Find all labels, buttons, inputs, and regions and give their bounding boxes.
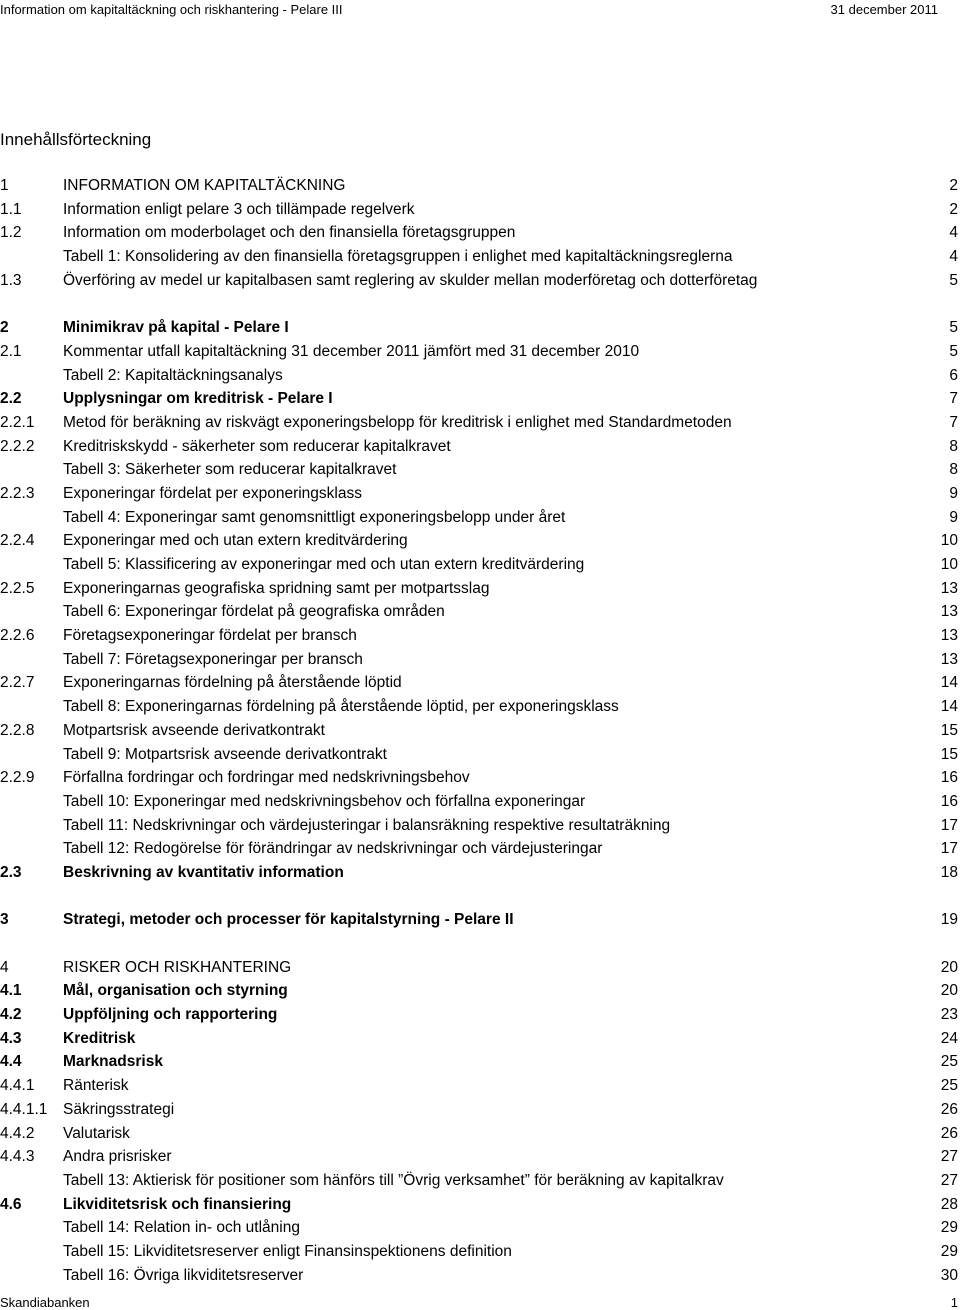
toc-entry-page: 29 [940,1219,958,1237]
toc-entry-page: 14 [940,698,958,716]
toc-entry-title: Mål, organisation och styrning [63,982,288,1000]
toc-entry-title: Beskrivning av kvantitativ information [63,863,344,881]
toc-entry[interactable] [0,529,960,553]
toc-entry-page: 15 [940,721,958,739]
toc-entry-page: 13 [940,603,958,621]
toc-entry-title: Information om moderbolaget och den finansiella företagsgruppen [63,224,516,242]
toc-entry-page: 30 [940,1266,958,1284]
toc-entry-page: 8 [949,437,958,455]
toc-entry[interactable] [0,743,960,767]
toc-entry[interactable] [0,1003,960,1027]
toc-entry-number: 1 [0,177,9,194]
toc-entry-title: Upplysningar om kreditrisk - Pelare I [63,390,333,408]
toc-entry[interactable] [0,174,960,198]
toc-entry-title: Metod för beräkning av riskvägt exponeringsbelopp för kreditrisk i enlighet med Standardmetoden [63,413,732,431]
toc-entry-title: Tabell 10: Exponeringar med nedskrivningsbehov och förfallna exponeringar [63,792,586,810]
toc-entry-number: 2.2.3 [0,484,35,502]
toc-entry-number: 2.2.8 [0,721,35,739]
toc-entry-number: 2.2.2 [0,437,35,455]
toc-entry[interactable] [0,1098,960,1122]
toc-entry[interactable] [0,956,960,980]
toc-entry[interactable] [0,1145,960,1169]
toc-entry-number: 1.2 [0,224,22,242]
toc-entry-page: 16 [940,769,958,787]
toc-entry[interactable] [0,577,960,601]
toc-entry[interactable] [0,1216,960,1240]
table-of-contents [0,174,960,1287]
toc-entry-number: 2.2.7 [0,674,35,692]
toc-entry-title: Kreditrisk [63,1029,136,1047]
toc-entry[interactable] [0,245,960,269]
toc-entry-page: 8 [949,461,958,479]
toc-entry-number: 2.2.1 [0,413,35,431]
toc-entry-title: Kommentar utfall kapitaltäckning 31 december 2011 jämfört med 31 december 2010 [63,342,640,360]
toc-entry-number: 4.6 [0,1195,22,1213]
toc-entry[interactable] [0,719,960,743]
toc-entry-title: Överföring av medel ur kapitalbasen samt reglering av skulder mellan moderföretag och dotterföretag [63,271,758,289]
toc-entry[interactable] [0,1169,960,1193]
toc-entry-number: 2.2.6 [0,627,35,645]
toc-entry[interactable] [0,648,960,672]
toc-entry-title: Information enligt pelare 3 och tillämpade regelverk [63,200,415,218]
toc-entry-page: 2 [949,177,958,194]
toc-entry-page: 10 [940,556,958,573]
toc-entry-title: Tabell 11: Nedskrivningar och värdejusteringar i balansräkning respektive resultaträkning [63,816,671,834]
footer-page-number: 1 [950,1295,958,1310]
toc-entry-number: 4.4.1 [0,1077,35,1095]
toc-entry[interactable] [0,979,960,1003]
toc-entry-page: 29 [940,1242,958,1260]
toc-entry-number: 2.2.5 [0,579,35,597]
toc-entry-number: 1.3 [0,271,22,289]
toc-entry-number: 2.3 [0,863,22,881]
toc-entry-title: Minimikrav på kapital - Pelare I [63,319,289,337]
toc-entry-title: Ränterisk [63,1077,129,1095]
toc-entry[interactable] [0,482,960,506]
toc-entry[interactable] [0,435,960,459]
toc-entry-page: 10 [940,532,958,550]
toc-entry-page: 28 [940,1195,958,1213]
toc-entry-title: Tabell 1: Konsolidering av den finansiella företagsgruppen i enlighet med kapitaltäckningsreglerna [63,248,733,266]
toc-entry-page: 17 [940,840,958,858]
toc-entry-page: 15 [940,745,958,763]
toc-entry-page: 25 [940,1077,958,1095]
toc-entry-title: Tabell 13: Aktierisk för positioner som hänförs till ”Övrig verksamhet” för beräkning av kapitalkrav [63,1171,724,1189]
toc-entry-title: Kreditriskskydd - säkerheter som reducerar kapitalkravet [63,437,451,455]
toc-entry-title: Exponeringar fördelat per exponeringsklass [63,484,362,502]
toc-entry-title: Likviditetsrisk och finansiering [63,1195,292,1213]
toc-entry-page: 9 [949,484,958,502]
toc-entry-page: 13 [940,650,958,668]
toc-entry[interactable] [0,553,960,577]
toc-entry-title: Tabell 12: Redogörelse för förändringar av nedskrivningar och värdejusteringar [63,840,603,858]
toc-entry-number: 3 [0,911,9,929]
toc-entry-page: 13 [940,579,958,597]
toc-entry-number: 4.4.3 [0,1148,35,1166]
header-date: 31 december 2011 [830,2,938,17]
toc-entry-title: INFORMATION OM KAPITALTÄCKNING [63,177,346,194]
toc-entry-title: Förfallna fordringar och fordringar med nedskrivningsbehov [63,769,470,787]
toc-entry-number: 4.3 [0,1029,22,1047]
toc-entry-page: 5 [949,342,958,360]
toc-entry-title: Säkringsstrategi [63,1100,175,1118]
toc-entry[interactable] [0,506,960,530]
toc-entry[interactable] [0,1193,960,1217]
toc-entry-title: Tabell 2: Kapitaltäckningsanalys [63,366,283,384]
toc-entry-title: Tabell 9: Motpartsrisk avseende derivatkontrakt [63,745,387,763]
toc-entry[interactable] [0,221,960,245]
toc-entry[interactable] [0,269,960,293]
toc-title: Innehållsförteckning [0,130,152,149]
toc-entry-title: Motpartsrisk avseende derivatkontrakt [63,721,325,739]
toc-entry-title: Tabell 7: Företagsexponeringar per bransch [63,650,363,668]
toc-entry-title: Exponeringarnas geografiska spridning samt per motpartsslag [63,579,490,597]
toc-entry-title: Tabell 6: Exponeringar fördelat på geografiska områden [63,603,445,621]
toc-entry[interactable] [0,1122,960,1146]
toc-entry[interactable] [0,340,960,364]
toc-entry-title: Marknadsrisk [63,1053,163,1071]
toc-entry[interactable] [0,671,960,695]
toc-entry-title: Tabell 8: Exponeringarnas fördelning på återstående löptid, per exponeringsklass [63,698,619,716]
toc-entry-page: 27 [940,1148,958,1166]
toc-entry-number: 2.2 [0,390,22,408]
toc-entry-title: Strategi, metoder och processer för kapitalstyrning - Pelare II [63,911,514,929]
toc-entry-title: Uppföljning och rapportering [63,1006,278,1024]
toc-entry-page: 18 [940,863,958,881]
toc-entry[interactable] [0,1264,960,1288]
toc-entry[interactable] [0,790,960,814]
toc-entry-page: 4 [949,224,958,242]
toc-entry-title: Exponeringar med och utan extern kreditvärdering [63,532,408,550]
toc-entry-title: Exponeringarnas fördelning på återstående löptid [63,674,402,692]
toc-entry[interactable] [0,387,960,411]
toc-entry-number: 2 [0,319,9,337]
toc-entry-title: Tabell 4: Exponeringar samt genomsnittligt exponeringsbelopp under året [63,508,566,526]
toc-entry-page: 16 [940,792,958,810]
toc-entry[interactable] [0,908,960,932]
toc-entry-title: Tabell 3: Säkerheter som reducerar kapitalkravet [63,461,397,479]
toc-entry-page: 6 [949,366,958,384]
toc-entry-page: 27 [940,1171,958,1189]
toc-entry[interactable] [0,766,960,790]
toc-entry-page: 2 [949,200,958,218]
toc-entry-number: 4.1 [0,982,22,1000]
toc-entry-title: Tabell 15: Likviditetsreserver enligt Finansinspektionens definition [63,1242,512,1260]
header-title: Information om kapitaltäckning och riskhantering - Pelare III [0,2,343,17]
toc-entry-page: 4 [949,248,958,266]
toc-entry[interactable] [0,814,960,838]
toc-entry-number: 4.2 [0,1006,22,1024]
toc-entry[interactable] [0,1240,960,1264]
toc-entry-page: 20 [940,958,958,976]
footer-company: Skandiabanken [0,1295,90,1310]
toc-entry-page: 14 [940,674,958,692]
toc-entry-page: 13 [940,627,958,645]
toc-entry-title: Tabell 14: Relation in- och utlåning [63,1219,300,1237]
toc-entry-page: 5 [949,319,958,337]
toc-entry-title: Valutarisk [63,1124,130,1142]
toc-entry-number: 2.2.4 [0,532,35,550]
toc-entry-title: Företagsexponeringar fördelat per bransch [63,627,357,645]
toc-entry-number: 4 [0,958,9,976]
toc-entry-page: 19 [940,911,958,929]
toc-entry[interactable] [0,600,960,624]
toc-entry[interactable] [0,364,960,388]
toc-entry[interactable] [0,411,960,435]
toc-entry-title: Tabell 5: Klassificering av exponeringar med och utan extern kreditvärdering [63,556,585,573]
toc-entry[interactable] [0,1074,960,1098]
toc-entry-number: 4.4.1.1 [0,1100,48,1118]
page-footer [0,1294,960,1310]
toc-entry-page: 25 [940,1053,958,1071]
toc-entry-page: 5 [949,271,958,289]
toc-entry-page: 24 [940,1029,958,1047]
toc-entry[interactable] [0,1027,960,1051]
toc-entry-number: 4.4.2 [0,1124,35,1142]
page-header [0,0,960,20]
toc-entry-number: 2.2.9 [0,769,35,787]
toc-entry[interactable] [0,695,960,719]
toc-entry[interactable] [0,624,960,648]
toc-entry-number: 2.1 [0,342,22,360]
toc-entry[interactable] [0,861,960,885]
toc-entry-page: 7 [949,390,958,408]
toc-entry-title: RISKER OCH RISKHANTERING [63,958,292,976]
toc-entry[interactable] [0,316,960,340]
toc-entry-page: 7 [949,413,958,431]
toc-entry[interactable] [0,837,960,861]
toc-entry-number: 4.4 [0,1053,22,1071]
toc-entry-page: 17 [940,816,958,834]
toc-entry[interactable] [0,1050,960,1074]
toc-entry[interactable] [0,198,960,222]
toc-entry[interactable] [0,458,960,482]
toc-entry-page: 26 [940,1100,958,1118]
toc-entry-page: 26 [940,1124,958,1142]
toc-entry-page: 20 [940,982,958,1000]
toc-entry-page: 9 [949,508,958,526]
toc-entry-title: Andra prisrisker [63,1148,172,1166]
toc-entry-title: Tabell 16: Övriga likviditetsreserver [63,1266,304,1284]
toc-entry-page: 23 [940,1006,958,1024]
toc-entry-number: 1.1 [0,200,22,218]
